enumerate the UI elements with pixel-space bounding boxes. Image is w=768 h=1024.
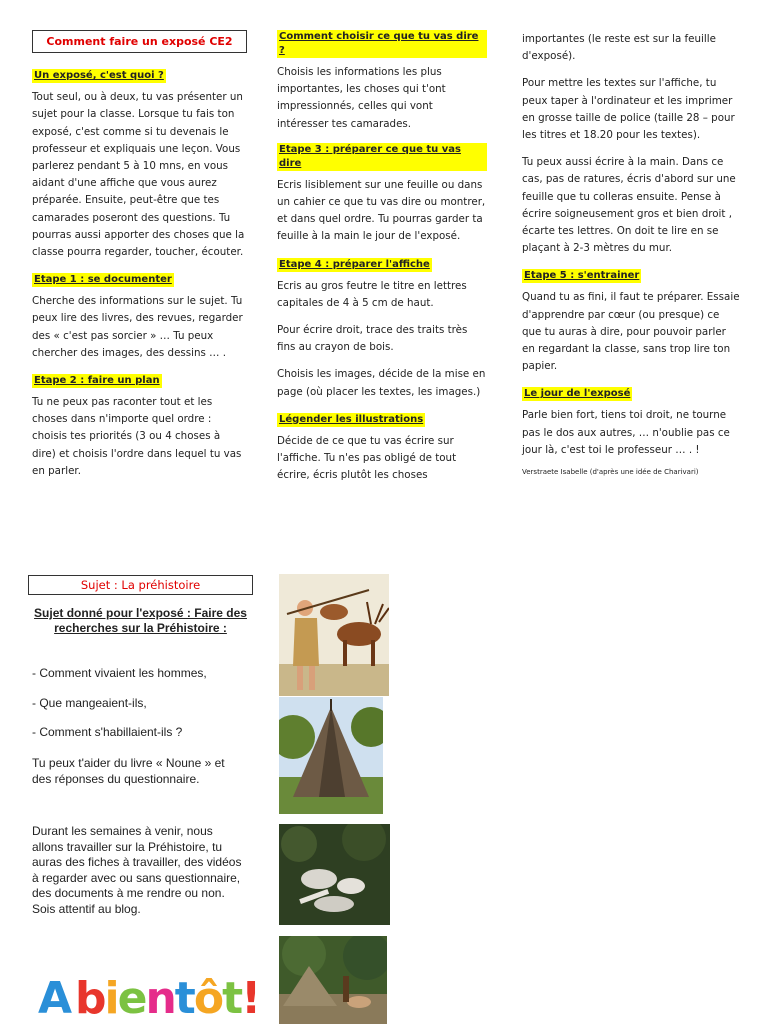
heading-step-1: Etape 1 : se documenter <box>34 274 172 286</box>
logo-letter: i <box>104 973 118 1024</box>
paragraph-day: Parle bien fort, tiens toi droit, ne tourne pas le dos aux autres, … n'oublie pas ce jour là, c'est toi le professeur … . ! <box>522 409 730 456</box>
paragraph-step-4-b: Pour écrire droit, trace des traits très fins au crayon de bois. <box>277 324 468 354</box>
column-2 <box>277 30 487 494</box>
paragraph-step-4-a: Ecris au gros feutre le titre en lettres capitales de 4 à 5 cm de haut. <box>277 279 467 309</box>
heading-captions: Légender les illustrations <box>279 413 424 425</box>
hunter-illustration <box>279 574 389 696</box>
column-3 <box>522 31 740 477</box>
question-2: - Que mangeaient-ils, <box>32 696 147 710</box>
info-paragraph: Durant les semaines à venir, nous allons travailler sur la Préhistoire, tu auras des fiches à travailler, des vidéos à regarder avec ou sans questionnaire, des documents à me rendre ou non. Sois attentif au blog. <box>32 824 242 916</box>
paragraph-step-4-c: Choisis les images, décide de la mise en page (où placer les textes, les images.) <box>277 368 486 398</box>
column-1 <box>32 30 247 490</box>
paragraph-captions: Décide de ce que tu vas écrire sur l'affiche. Tu n'es pas obligé de tout écrire, écris plutôt les choses <box>277 434 457 482</box>
help-text: Tu peux t'aider du livre « Noune » et des réponses du questionnaire. <box>32 756 225 786</box>
logo-letter: ô <box>193 973 223 1024</box>
a-bientot-logo <box>38 973 260 1024</box>
subject-title: Sujet : La préhistoire <box>28 575 253 595</box>
logo-letter: b <box>75 973 105 1024</box>
paragraph-step-3: Ecris lisiblement sur une feuille ou dans un cahier ce que tu vas dire ou montrer, et dans quel ordre. Tu pourras garder ta feuille à la main le jour de l'exposé. <box>277 178 486 243</box>
document-title: Comment faire un exposé CE2 <box>32 30 247 53</box>
paragraph-continued: importantes (le reste est sur la feuille d'exposé). <box>522 33 716 63</box>
paragraph-step-5: Quand tu as fini, il faut te préparer. Essaie d'apprendre par cœur (ou presque) ce que tu auras à dire, pour pouvoir parler en regardant la classe, sans trop lire ton papier. <box>522 291 740 373</box>
heading-day: Le jour de l'exposé <box>524 388 631 400</box>
signature: Verstraete Isabelle (d'après une idée de Charivari) <box>522 468 699 477</box>
logo-letter: A <box>38 973 71 1024</box>
logo-letter: t <box>222 973 242 1024</box>
paragraph-choose: Choisis les informations les plus importantes, les choses qui t'ont impressionnés, celles qui vont intéresser tes camarades. <box>277 66 446 130</box>
heading-what-is: Un exposé, c'est quoi ? <box>34 70 164 82</box>
heading-choose: Comment choisir ce que tu vas dire ? <box>277 30 487 58</box>
paragraph-print: Pour mettre les textes sur l'affiche, tu peux taper à l'ordinateur et les imprimer en grosse taille de police (taille 28 – pour les titres et 18.20 pour les textes). <box>522 77 735 142</box>
logo-letter: t <box>174 973 194 1024</box>
question-1: - Comment vivaient les hommes, <box>32 666 207 680</box>
logo-letter: e <box>117 973 146 1024</box>
paragraph-intro: Tout seul, ou à deux, tu vas présenter un sujet pour la classe. Lorsque tu fais ton exposé, c'est comme si tu devenais le professeur et expliquais une leçon. Vous parlerez pendant 5 à 10 mns, en vous aidant d'une affiche que vous aurez préparée. Ensuite, peut-être que tes camarades poseront des questions. Tu pourras aussi apporter des choses que la classe pourra regarder, toucher, écouter. <box>32 91 245 259</box>
paragraph-handwrite: Tu peux aussi écrire à la main. Dans ce cas, pas de ratures, écris d'abord sur une feuille que tu colleras ensuite. Pense à écrire soigneusement gros et bien droit , écarte tes lettres. On doit te lire en se plaçant à 2-3 mètres du mur. <box>522 156 736 255</box>
paragraph-step-1: Cherche des informations sur le sujet. Tu peux lire des livres, des revues, regarder des « c'est pas sorcier » … Tu peux chercher des images, des dessins … . <box>32 295 243 359</box>
logo-letter: n <box>145 973 175 1024</box>
camp-photo <box>279 936 387 1024</box>
heading-step-3: Etape 3 : préparer ce que tu vas dire <box>277 143 487 171</box>
logo-letter: ! <box>241 973 260 1024</box>
question-3: - Comment s'habillaient-ils ? <box>32 725 183 739</box>
subject-heading: Sujet donné pour l'exposé : Faire des recherches sur la Préhistoire : <box>34 606 247 635</box>
paragraph-step-2: Tu ne peux pas raconter tout et les choses dans n'importe quel ordre : choisis tes priorités (3 ou 4 choses à dire) et choisis l'ordre dans lequel tu vas en parler. <box>32 396 242 477</box>
heading-step-5: Etape 5 : s'entrainer <box>524 270 640 282</box>
heading-step-2: Etape 2 : faire un plan <box>34 375 160 387</box>
heading-step-4: Etape 4 : préparer l'affiche <box>279 258 430 270</box>
bones-photo <box>279 824 390 925</box>
hut-photo <box>279 697 383 814</box>
